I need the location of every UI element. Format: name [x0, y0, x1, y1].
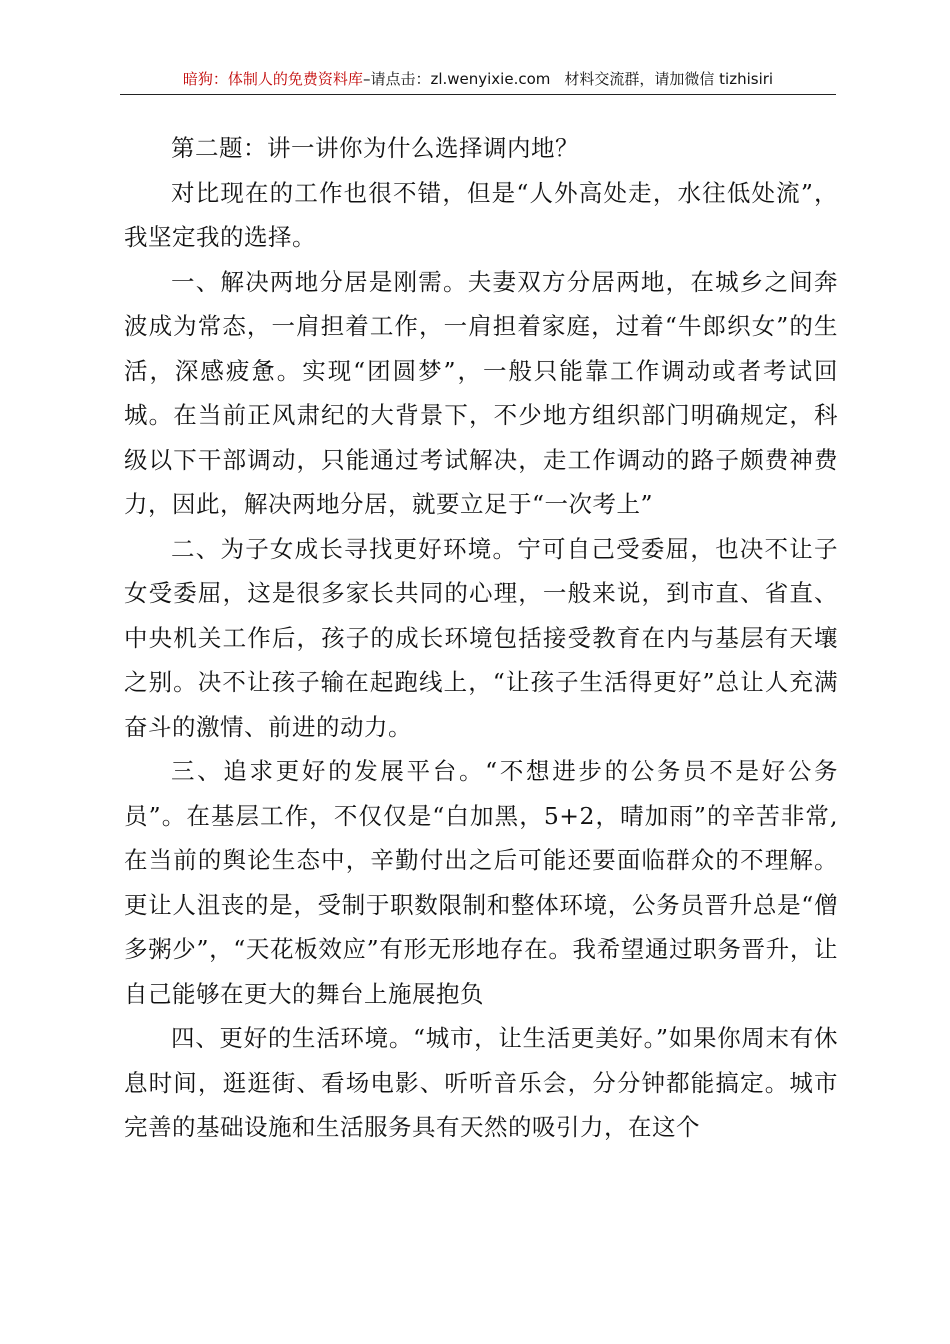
page-header: [120, 66, 836, 95]
paragraph-point-4: 四、更好的生活环境。“城市，让生活更美好。”如果你周末有休息时间，逛逛街、看场电影、听听音乐会，分分钟都能搞定。城市完善的基础设施和生活服务具有天然的吸引力，在这个: [124, 1024, 838, 1141]
header-click-prompt: –请点击：: [362, 70, 431, 88]
paragraph-intro: 对比现在的工作也很不错，但是“人外高处走，水往低处流”，我坚定我的选择。: [124, 178, 838, 251]
header-url-link[interactable]: zl.wenyixie.com: [430, 70, 551, 88]
header-contact: 材料交流群，请加微信 tizhisiri: [564, 70, 774, 88]
paragraph-point-1: 一、解决两地分居是刚需。夫妻双方分居两地，在城乡之间奔波成为常态，一肩担着工作，一肩担着家庭，过着“牛郎织女”的生活，深感疲惫。实现“团圆梦”，一般只能靠工作调动或者考试回城。在当前正风肃纪的大背景下，不少地方组织部门明确规定，科级以下干部调动，只能通过考试解决，走工作调动的路子颇费神费力，因此，解决两地分居，就要立足于“一次考上”: [124, 267, 838, 518]
document-title: 第二题：讲一讲你为什么选择调内地？: [171, 134, 579, 162]
paragraph-point-3: 三、追求更好的发展平台。“不想进步的公务员不是好公务员”。在基层工作，不仅仅是“白加黑，5+2，晴加雨”的辛苦非常,在当前的舆论生态中，辛勤付出之后可能还要面临群众的不理解。更让人沮丧的是，受制于职数限制和整体环境，公务员晋升总是“僧多粥少”，“天花板效应”有形无形地存在。我希望通过职务晋升，让自己能够在更大的舞台上施展抱负: [124, 757, 838, 1008]
paragraph-point-2: 二、为子女成长寻找更好环境。宁可自己受委屈，也决不让子女受委屈，这是很多家长共同的心理，一般来说，到市直、省直、中央机关工作后，孩子的成长环境包括接受教育在内与基层有天壤之别。决不让孩子输在起跑线上，“让孩子生活得更好”总让人充满奋斗的激情、前进的动力。: [124, 534, 838, 741]
header-brand: 暗狗：体制人的免费资料库: [182, 70, 363, 88]
document-body: [124, 126, 838, 1150]
